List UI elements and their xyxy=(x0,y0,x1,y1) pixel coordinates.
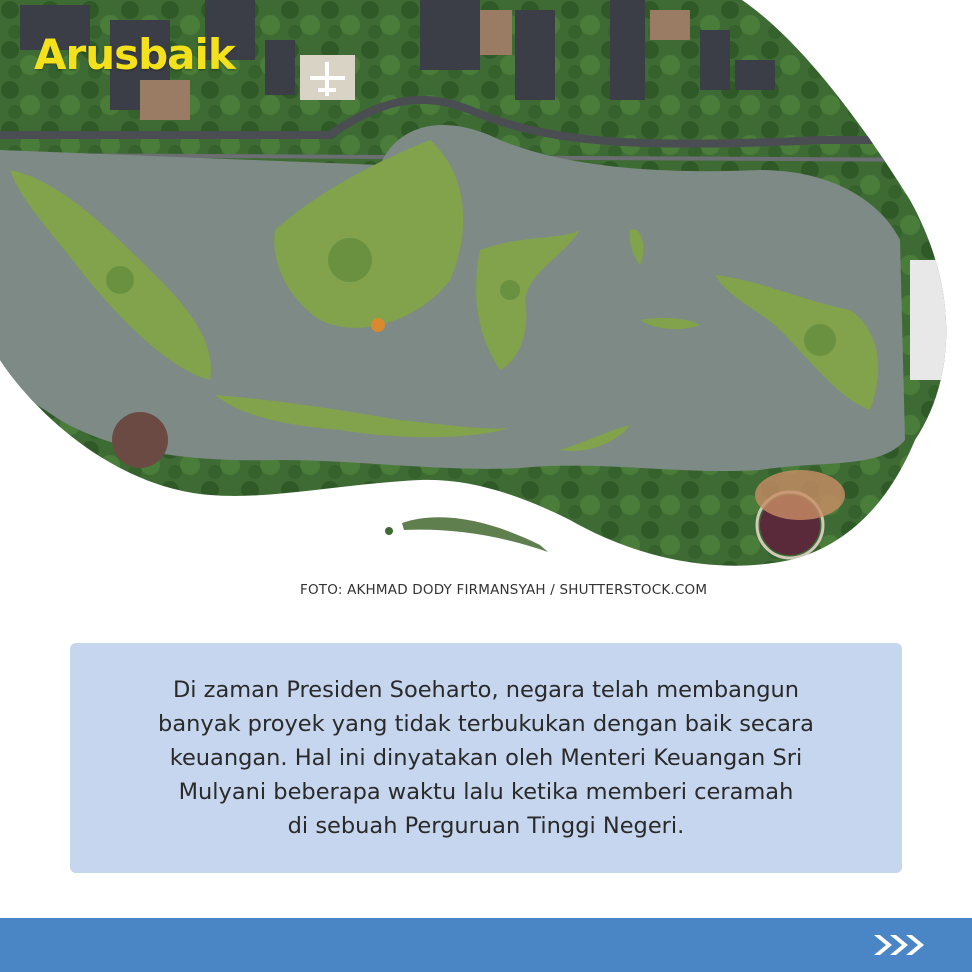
body-line: di sebuah Perguruan Tinggi Negeri. xyxy=(287,813,685,839)
text-card xyxy=(70,643,902,873)
body-line: keuangan. Hal ini dinyatakan oleh Menteri Keuangan Sri xyxy=(169,745,803,771)
footer-bar xyxy=(0,918,972,972)
next-button[interactable] xyxy=(870,931,934,959)
body-line: banyak proyek yang tidak terbukukan dengan baik secara xyxy=(158,711,814,737)
photo-credit: FOTO: AKHMAD DODY FIRMANSYAH / SHUTTERSTOCK.COM xyxy=(300,582,708,598)
body-line: Mulyani beberapa waktu lalu ketika memberi ceramah xyxy=(178,779,794,805)
body-line: Di zaman Presiden Soeharto, negara telah membangun xyxy=(172,677,800,703)
triple-chevron-right-icon xyxy=(870,931,934,959)
body-paragraph xyxy=(106,673,866,843)
brand-logo: Arusbaik xyxy=(34,30,235,79)
